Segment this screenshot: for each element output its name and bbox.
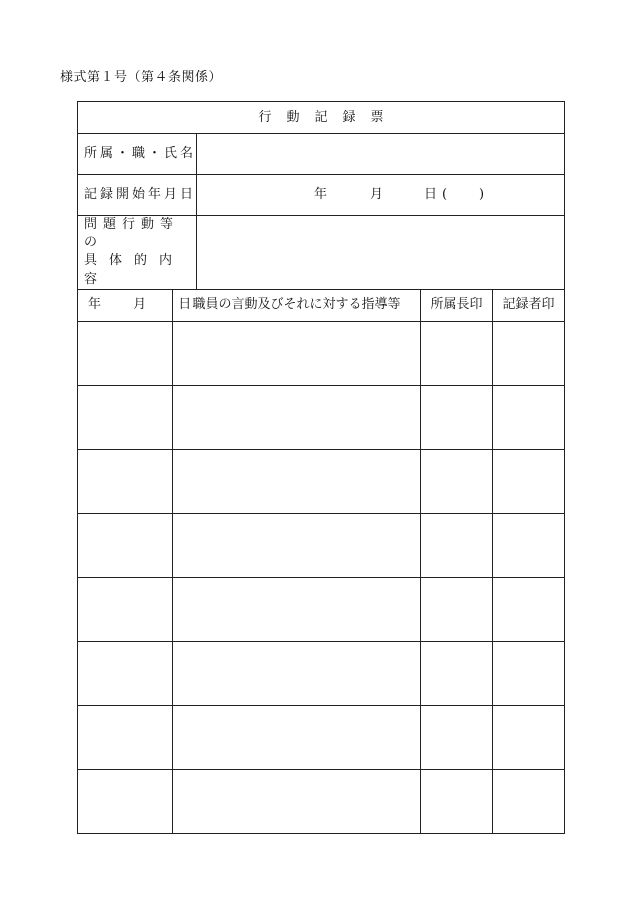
row-remarks-cell[interactable]	[173, 641, 421, 705]
row-manager-seal-cell[interactable]	[421, 321, 493, 385]
row-date-cell[interactable]	[78, 513, 173, 577]
row-recorder-seal-cell[interactable]	[493, 577, 565, 641]
row-date-cell[interactable]	[78, 321, 173, 385]
column-header-remarks: 職員の言動及びそれに対する指導等	[173, 289, 421, 321]
table-row	[78, 449, 565, 513]
details-label-line1: 問題行動等の	[84, 217, 180, 251]
row-date-cell[interactable]	[78, 641, 173, 705]
row-date-cell[interactable]	[78, 385, 173, 449]
form-title: 行動記録票	[78, 102, 565, 134]
row-remarks-cell[interactable]	[173, 769, 421, 833]
row-date-cell[interactable]	[78, 449, 173, 513]
table-row	[78, 385, 565, 449]
start-date-year: 年	[314, 187, 328, 203]
row-remarks-cell[interactable]	[173, 705, 421, 769]
column-header-manager-seal: 所属長印	[421, 289, 493, 321]
row-remarks-cell[interactable]	[173, 513, 421, 577]
row-recorder-seal-cell[interactable]	[493, 321, 565, 385]
affiliation-label: 所属・職・氏名	[78, 134, 197, 175]
row-recorder-seal-cell[interactable]	[493, 769, 565, 833]
row-manager-seal-cell[interactable]	[421, 769, 493, 833]
title-row	[78, 102, 565, 134]
column-header-date: 年 月 日	[78, 289, 173, 321]
start-date-weekday-open: (	[442, 187, 448, 203]
table-row	[78, 321, 565, 385]
row-manager-seal-cell[interactable]	[421, 513, 493, 577]
details-field[interactable]	[197, 216, 565, 290]
table-row	[78, 769, 565, 833]
table-row	[78, 705, 565, 769]
row-manager-seal-cell[interactable]	[421, 385, 493, 449]
details-label	[78, 216, 197, 290]
row-recorder-seal-cell[interactable]	[493, 449, 565, 513]
start-date-row	[78, 175, 565, 216]
row-date-cell[interactable]	[78, 769, 173, 833]
start-date-day: 日	[424, 187, 438, 203]
row-recorder-seal-cell[interactable]	[493, 641, 565, 705]
start-date-weekday-close: )	[479, 187, 485, 203]
row-date-cell[interactable]	[78, 705, 173, 769]
start-date-field[interactable]	[197, 175, 565, 216]
row-recorder-seal-cell[interactable]	[493, 513, 565, 577]
row-remarks-cell[interactable]	[173, 577, 421, 641]
table-row	[78, 641, 565, 705]
details-row	[78, 216, 565, 290]
row-manager-seal-cell[interactable]	[421, 705, 493, 769]
details-label-line2: 具体的内容	[84, 253, 185, 287]
affiliation-row	[78, 134, 565, 175]
row-recorder-seal-cell[interactable]	[493, 385, 565, 449]
row-recorder-seal-cell[interactable]	[493, 705, 565, 769]
row-remarks-cell[interactable]	[173, 449, 421, 513]
row-manager-seal-cell[interactable]	[421, 449, 493, 513]
form-number-label: 様式第１号（第４条関係）	[60, 70, 223, 85]
column-header-row	[78, 289, 565, 321]
start-date-label: 記録開始年月日	[78, 175, 197, 216]
row-remarks-cell[interactable]	[173, 385, 421, 449]
table-row	[78, 513, 565, 577]
behavior-record-table	[77, 101, 565, 834]
table-row	[78, 577, 565, 641]
row-date-cell[interactable]	[78, 577, 173, 641]
affiliation-field[interactable]	[197, 134, 565, 175]
start-date-month: 月	[370, 187, 384, 203]
row-remarks-cell[interactable]	[173, 321, 421, 385]
column-header-recorder-seal: 記録者印	[493, 289, 565, 321]
row-manager-seal-cell[interactable]	[421, 577, 493, 641]
row-manager-seal-cell[interactable]	[421, 641, 493, 705]
